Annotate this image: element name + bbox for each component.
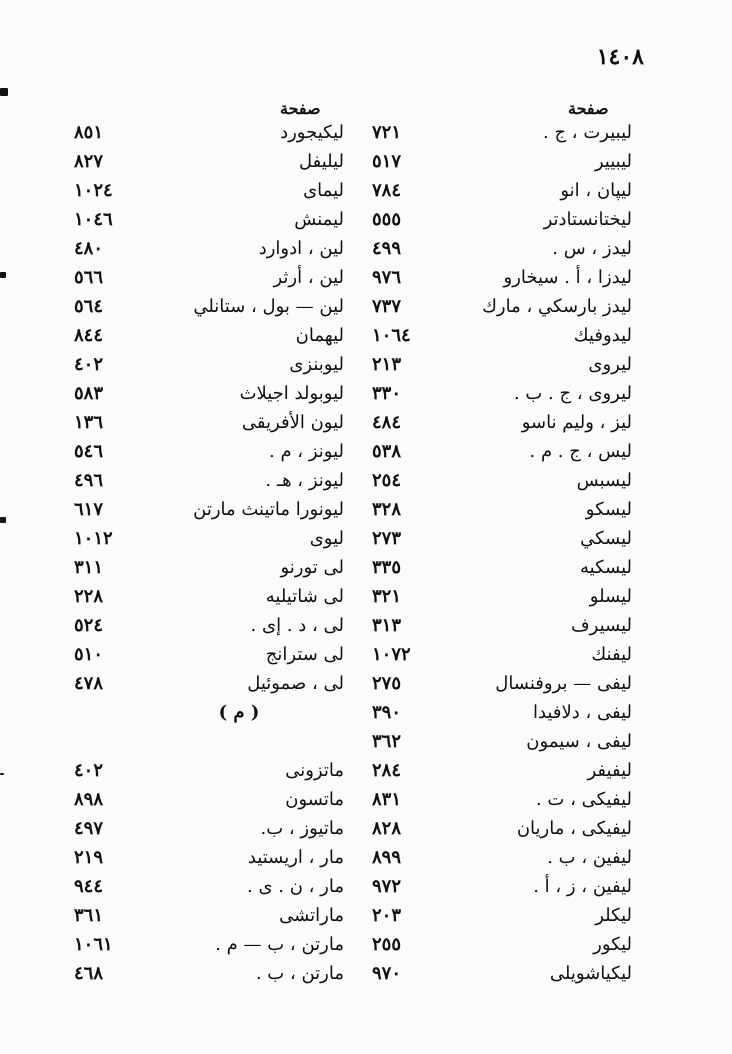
index-entry <box>372 350 632 379</box>
entry-page-number: ٣٢١ <box>372 586 402 607</box>
index-entry <box>372 959 632 988</box>
index-entry <box>372 176 632 205</box>
entry-page-number: ٢٨٤ <box>372 760 402 781</box>
index-entry <box>372 147 632 176</box>
index-entry <box>74 959 344 988</box>
entry-name: ليهمان <box>295 325 344 346</box>
entry-page-number: ٣٦١ <box>74 905 104 926</box>
index-entry <box>372 379 632 408</box>
index-entry <box>372 553 632 582</box>
index-entry <box>372 292 632 321</box>
index-list <box>372 118 632 988</box>
index-entry <box>74 553 344 582</box>
entry-name: ليپان ، انو <box>560 180 632 201</box>
index-entry <box>74 379 344 408</box>
entry-name: ليكيجورد <box>280 122 344 143</box>
entry-page-number: ٨٩٨ <box>74 789 104 810</box>
index-entry <box>372 843 632 872</box>
entry-name: لى ، صموئيل <box>247 673 344 694</box>
index-entry <box>372 466 632 495</box>
index-entry <box>74 611 344 640</box>
entry-page-number: ٥١٧ <box>372 151 402 172</box>
index-entry <box>74 437 344 466</box>
entry-name: لين ، أرثر <box>273 267 344 288</box>
index-entry <box>74 524 344 553</box>
index-column-left <box>74 86 344 988</box>
entry-name: ليوبولد اجيلاث <box>239 383 344 404</box>
index-entry <box>372 321 632 350</box>
entry-page-number: ٤٦٨ <box>74 963 104 984</box>
index-entry <box>74 234 344 263</box>
entry-page-number: ٢٧٥ <box>372 673 402 694</box>
entry-name: مار ، اريستيد <box>247 847 344 868</box>
entry-name: ليكياشويلى <box>549 963 632 984</box>
index-entry <box>372 437 632 466</box>
entry-name: ليفين ، ب . <box>547 847 632 868</box>
entry-page-number: ٢٥٤ <box>372 470 402 491</box>
entry-page-number: ٣٩٠ <box>372 702 402 723</box>
entry-page-number: ٣٣٠ <box>372 383 402 404</box>
index-entry <box>372 640 632 669</box>
entry-name: مارتن ، ب — م . <box>215 934 344 955</box>
index-entry <box>74 930 344 959</box>
index-entry <box>372 118 632 147</box>
index-entry <box>74 466 344 495</box>
entry-page-number: ٤٩٧ <box>74 818 104 839</box>
index-entry <box>74 582 344 611</box>
entry-page-number: ٥٤٦ <box>74 441 104 462</box>
entry-name: ليروى <box>588 354 632 375</box>
entry-name: لين — بول ، ستانلي <box>193 296 344 317</box>
index-entry <box>372 785 632 814</box>
entry-page-number: ٣٣٥ <box>372 557 402 578</box>
entry-page-number: ٥١٠ <box>74 644 104 665</box>
index-entry <box>74 495 344 524</box>
column-header: صفحة <box>280 99 321 118</box>
index-entry <box>74 118 344 147</box>
entry-page-number: ٢١٣ <box>372 354 402 375</box>
index-entry <box>74 263 344 292</box>
index-entry <box>372 495 632 524</box>
index-entry <box>74 321 344 350</box>
entry-page-number: ١٠٧٢ <box>372 644 411 665</box>
entry-name: ليختانستادتر <box>543 209 632 230</box>
entry-name: ليدز بارسكي ، مارك <box>482 296 632 317</box>
entry-page-number: ١٠٢٤ <box>74 180 113 201</box>
index-entry <box>372 205 632 234</box>
entry-page-number: ٦١٧ <box>74 499 104 520</box>
entry-name: ليكلر <box>595 905 632 926</box>
entry-name: ليدز ، س . <box>552 238 632 259</box>
entry-page-number: ١٠٦١ <box>74 934 113 955</box>
entry-name: ليوى <box>309 528 344 549</box>
entry-name: ليونز ، هـ . <box>265 470 344 491</box>
entry-name: ليسكو <box>585 499 632 520</box>
entry-page-number: ٩٧٢ <box>372 876 402 897</box>
entry-name: لى سترانج <box>265 644 344 665</box>
entry-page-number: ٧٣٧ <box>372 296 402 317</box>
entry-name: ليسكي <box>580 528 632 549</box>
entry-name: ليز ، وليم ناسو <box>521 412 632 433</box>
entry-name: ليونز ، م . <box>269 441 344 462</box>
entry-name: ماراتشى <box>279 905 344 926</box>
entry-page-number: ١٠٦٤ <box>372 325 411 346</box>
entry-page-number: ٣٢٨ <box>372 499 402 520</box>
page-number: ١٤٠٨ <box>596 44 644 70</box>
margin-mark <box>0 517 6 523</box>
index-entry <box>74 292 344 321</box>
entry-page-number: ٨٣١ <box>372 789 402 810</box>
index-entry <box>74 901 344 930</box>
entry-name: مار ، ن . ى . <box>247 876 344 897</box>
entry-page-number: ٨٩٩ <box>372 847 402 868</box>
entry-page-number: ٤٠٢ <box>74 760 104 781</box>
entry-page-number: ٧٨٤ <box>372 180 402 201</box>
index-entry <box>372 582 632 611</box>
entry-name: ليسكيه <box>580 557 632 578</box>
entry-name: ليروى ، ج . ب . <box>513 383 632 404</box>
index-column-right <box>372 86 632 988</box>
entry-name: ليفى ، دلافيدا <box>532 702 632 723</box>
entry-page-number: ٨٢٨ <box>372 818 402 839</box>
entry-name: ليفين ، ز ، أ . <box>533 876 632 897</box>
index-entry <box>74 872 344 901</box>
index-list <box>74 118 344 698</box>
entry-page-number: ٨٥١ <box>74 122 104 143</box>
entry-name: ليفى ، سيمون <box>526 731 632 752</box>
entry-name: ليسيرف <box>571 615 632 636</box>
entry-page-number: ٨٢٧ <box>74 151 104 172</box>
entry-page-number: ٣١١ <box>74 557 104 578</box>
entry-name: ليماى <box>303 180 344 201</box>
index-entry <box>372 263 632 292</box>
entry-page-number: ٤٩٦ <box>74 470 104 491</box>
entry-name: لى تورنو <box>280 557 344 578</box>
index-entry <box>372 872 632 901</box>
entry-name: مارتن ، ب . <box>255 963 344 984</box>
entry-page-number: ٩٤٤ <box>74 876 104 897</box>
index-entry <box>372 756 632 785</box>
entry-name: لى ، د . إى . <box>250 615 344 636</box>
spacer <box>74 727 344 756</box>
entry-name: ليدوفيك <box>573 325 632 346</box>
entry-name: ليون الأفريقى <box>241 412 344 433</box>
index-entry <box>372 669 632 698</box>
entry-page-number: ٧٢١ <box>372 122 402 143</box>
index-entry <box>372 901 632 930</box>
entry-page-number: ١٠٤٦ <box>74 209 113 230</box>
entry-name: ماتيوز ، ب. <box>260 818 344 839</box>
index-entry <box>74 640 344 669</box>
entry-name: ليفنك <box>591 644 632 665</box>
entry-name: ليسلو <box>589 586 632 607</box>
entry-page-number: ٢٠٣ <box>372 905 402 926</box>
entry-name: ليفيكى ، ت . <box>535 789 632 810</box>
index-entry <box>372 524 632 553</box>
index-entry <box>74 756 344 785</box>
entry-name: ماتزونى <box>285 760 344 781</box>
entry-name: ليبيرت ، ج . <box>543 122 632 143</box>
entry-page-number: ٨٤٤ <box>74 325 104 346</box>
column-header: صفحة <box>568 99 609 118</box>
index-entry <box>74 843 344 872</box>
entry-page-number: ٥٥٥ <box>372 209 402 230</box>
entry-name: ليونورا ماتينث مارتن <box>193 499 344 520</box>
index-entry <box>372 408 632 437</box>
entry-page-number: ٤٨٤ <box>372 412 402 433</box>
index-entry <box>372 727 632 756</box>
index-entry <box>372 611 632 640</box>
entry-name: ليليفل <box>298 151 344 172</box>
entry-name: ليدزا ، أ . سيخارو <box>503 267 632 288</box>
entry-name: لى شاتيليه <box>265 586 344 607</box>
index-entry <box>74 147 344 176</box>
section-heading: ( م ) <box>218 702 260 723</box>
index-entry <box>74 669 344 698</box>
entry-page-number: ١٣٦ <box>74 412 104 433</box>
entry-page-number: ٥٢٤ <box>74 615 104 636</box>
entry-name: ليفيفر <box>587 760 632 781</box>
entry-name: ليوبنزى <box>289 354 344 375</box>
entry-page-number: ٥٨٣ <box>74 383 104 404</box>
entry-name: ليسبس <box>576 470 632 491</box>
entry-name: ليفى — بروفنسال <box>495 673 632 694</box>
index-entry <box>372 698 632 727</box>
entry-page-number: ٢١٩ <box>74 847 104 868</box>
entry-page-number: ٥٦٤ <box>74 296 104 317</box>
margin-mark <box>0 773 4 775</box>
entry-name: ليكور <box>593 934 632 955</box>
entry-page-number: ٢٧٣ <box>372 528 402 549</box>
index-entry <box>372 814 632 843</box>
entry-name: ماتسون <box>285 789 344 810</box>
margin-mark <box>0 272 6 278</box>
entry-page-number: ٢٥٥ <box>372 934 402 955</box>
entry-page-number: ٥٦٦ <box>74 267 104 288</box>
entry-page-number: ٤٧٨ <box>74 673 104 694</box>
index-entry <box>74 814 344 843</box>
entry-page-number: ٤٨٠ <box>74 238 104 259</box>
entry-name: ليبيير <box>594 151 632 172</box>
entry-page-number: ٥٣٨ <box>372 441 402 462</box>
margin-mark <box>0 88 8 96</box>
entry-name: ليفيكى ، ماريان <box>516 818 632 839</box>
index-list <box>74 756 344 988</box>
entry-name: ليس ، ج . م . <box>529 441 632 462</box>
entry-page-number: ٩٧٦ <box>372 267 402 288</box>
entry-page-number: ٣٦٢ <box>372 731 402 752</box>
index-entry <box>74 785 344 814</box>
entry-page-number: ٢٢٨ <box>74 586 104 607</box>
entry-page-number: ٩٧٠ <box>372 963 402 984</box>
entry-page-number: ٤٠٢ <box>74 354 104 375</box>
index-entry <box>74 205 344 234</box>
entry-page-number: ٤٩٩ <box>372 238 402 259</box>
index-entry <box>74 176 344 205</box>
entry-name: لين ، ادوارد <box>258 238 344 259</box>
index-entry <box>372 930 632 959</box>
index-entry <box>372 234 632 263</box>
index-entry <box>74 408 344 437</box>
index-entry <box>74 350 344 379</box>
entry-page-number: ١٠١٢ <box>74 528 113 549</box>
entry-name: ليمنش <box>294 209 344 230</box>
entry-page-number: ٣١٣ <box>372 615 402 636</box>
